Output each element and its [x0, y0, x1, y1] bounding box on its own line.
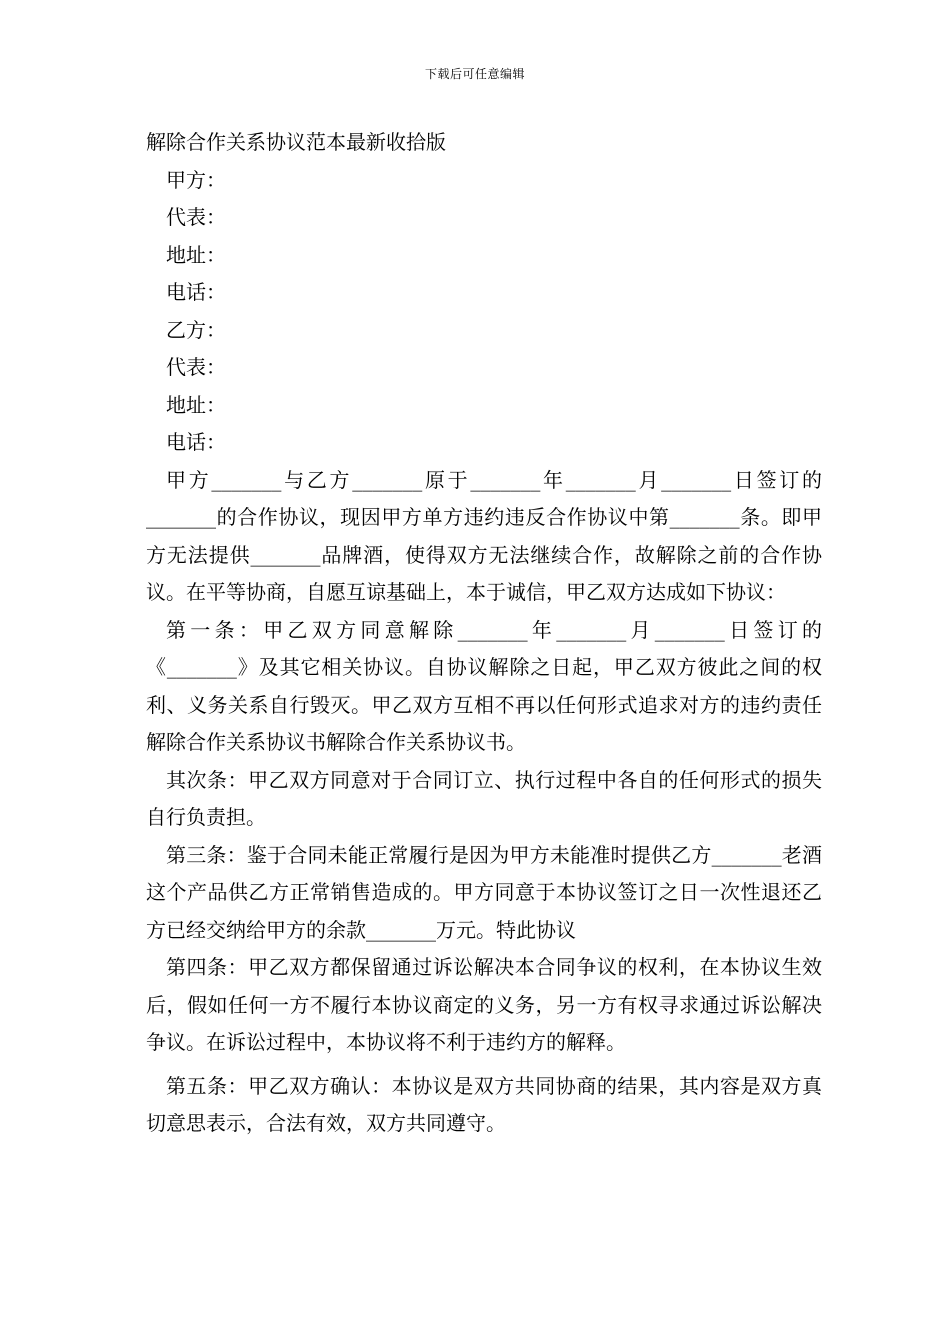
party-b-field: 乙方： [166, 317, 226, 342]
document-body [146, 124, 822, 1143]
party-b-address-field: 地址： [166, 392, 226, 417]
article-2-paragraph: 其次条：甲乙双方同意对于合同订立、执行过程中各自的任何形式的损失自行负责担。 [146, 767, 822, 829]
article-3-paragraph: 第三条：鉴于合同未能正常履行是因为甲方未能准时提供乙方_______老酒这个产品供乙方正常销售造成的。甲方同意于本协议签订之日一次性退还乙方已经交纳给甲方的余款_______万元。特此协议 [146, 842, 822, 942]
header-note: 下载后可任意编辑 [424, 67, 525, 81]
party-a-field: 甲方： [166, 167, 226, 192]
party-a-representative-field: 代表： [166, 205, 226, 229]
article-1-paragraph: 第一条：甲乙双方同意解除_______年_______月_______日签订的《_______》及其它相关协议。自协议解除之日起，甲乙双方彼此之间的权利、义务关系自行毁灭。甲乙双方互相不再以任何形式追求对方的违约责任解除合作关系协议书解除合作关系协议书。 [146, 617, 822, 754]
party-b-representative-field: 代表： [166, 355, 226, 379]
party-a-phone-field: 电话： [166, 280, 226, 304]
article-4-paragraph: 第四条：甲乙双方都保留通过诉讼解决本合同争议的权利，在本协议生效后，假如任何一方不履行本协议商定的义务，另一方有权寻求通过诉讼解决争议。在诉讼过程中，本协议将不利于违约方的解释。 [146, 955, 822, 1054]
article-5-paragraph: 第五条：甲乙双方确认：本协议是双方共同协商的结果，其内容是双方真切意思表示，合法有效，双方共同遵守。 [146, 1073, 822, 1135]
document-title: 解除合作关系协议范本最新收拾版 [146, 130, 446, 154]
party-b-phone-field: 电话： [166, 430, 226, 454]
preamble-paragraph: 甲方_______与乙方_______原于_______年_______月_______日签订的_______的合作协议，现因甲方单方违约违反合作协议中第_______条。即甲方无法提供_______品牌酒，使得双方无法继续合作，故解除之前的合作协议。在平等协商，自愿互谅基础上，本于诚信，甲乙双方达成如下协议： [146, 467, 822, 604]
party-a-address-field: 地址： [166, 242, 226, 267]
